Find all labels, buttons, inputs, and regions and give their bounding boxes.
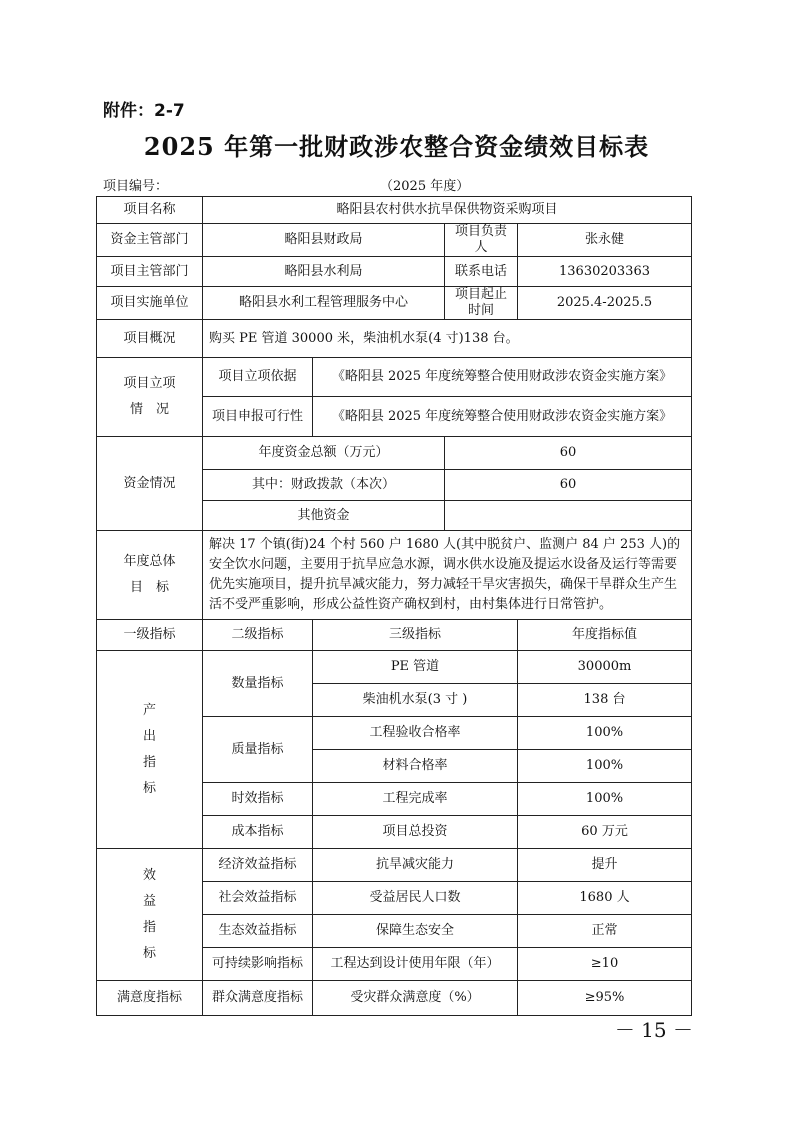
table-row: [97, 320, 692, 358]
approval-basis-value: 《略阳县 2025 年度统筹整合使用财政涉农资金实施方案》: [313, 358, 692, 397]
phone-value: 13630203363: [518, 257, 692, 287]
cell-label: 受益居民人口数: [313, 882, 518, 915]
satisfaction-label: 满意度指标: [97, 981, 203, 1016]
table-row: [97, 531, 692, 620]
funds-total-value: 60: [445, 437, 692, 470]
goal-text: 解决 17 个镇(街)24 个村 560 户 1680 人(其中脱贫户、监测户 84 户 253 人)的安全饮水问题，主要用于抗旱应急水源，调水供水设施及提运水设备及运行等需要优先实施项目，提升抗旱减灾能力，努力减轻干旱灾害损失，确保干旱群众生产生活不受严重影响，形成公益性资产确权到村，由村集体进行日常管护。: [203, 531, 692, 620]
year-label: （2025 年度）: [380, 179, 470, 194]
impl-unit-value: 略阳县水利工程管理服务中心: [203, 287, 445, 320]
fund-dept-value: 略阳县财政局: [203, 224, 445, 257]
indicator-value: 正常: [518, 915, 692, 948]
approval-feasibility-value: 《略阳县 2025 年度统筹整合使用财政涉农资金实施方案》: [313, 397, 692, 437]
table-header-row: [97, 620, 692, 651]
benefit-label: 效 益 指 标: [97, 849, 203, 981]
indicator-value: 提升: [518, 849, 692, 882]
indicator-value: 30000m: [518, 651, 692, 684]
goal-label: 年度总体 目 标: [97, 531, 203, 620]
cell-label: 项目总投资: [313, 816, 518, 849]
cell-label: 经济效益指标: [203, 849, 313, 882]
funds-fiscal-value: 60: [445, 470, 692, 501]
proj-dept-value: 略阳县水利局: [203, 257, 445, 287]
cell-label: 工程验收合格率: [313, 717, 518, 750]
approval-label: 项目立项 情 况: [97, 358, 203, 437]
period-value: 2025.4-2025.5: [518, 287, 692, 320]
attachment-label: 附件：2-7: [103, 101, 185, 121]
header-cell: 三级指标: [313, 620, 518, 651]
cell-label: 成本指标: [203, 816, 313, 849]
cell-label: 项目起止时间: [445, 287, 518, 320]
indicator-value: 1680 人: [518, 882, 692, 915]
cell-label: 项目实施单位: [97, 287, 203, 320]
table-row: [97, 197, 692, 224]
indicator-value: 138 台: [518, 684, 692, 717]
indicator-value: 60 万元: [518, 816, 692, 849]
cell-label: 社会效益指标: [203, 882, 313, 915]
table-row: [97, 358, 692, 397]
project-number-label: 项目编号：: [103, 179, 169, 194]
cell-label: 项目负责人: [445, 224, 518, 257]
indicator-value: ≥10: [518, 948, 692, 981]
cell-label: 工程完成率: [313, 783, 518, 816]
table-row: [97, 437, 692, 470]
project-name-value: 略阳县农村供水抗旱保供物资采购项目: [203, 197, 692, 224]
indicator-value: 100%: [518, 783, 692, 816]
table-row: [97, 287, 692, 320]
cell-label: 资金主管部门: [97, 224, 203, 257]
table-row: [97, 849, 692, 882]
cell-label: PE 管道: [313, 651, 518, 684]
table-row: [97, 651, 692, 684]
table-row: [97, 224, 692, 257]
table-row: [97, 981, 692, 1016]
indicator-value: 100%: [518, 717, 692, 750]
table-row: [97, 257, 692, 287]
header-cell: 一级指标: [97, 620, 203, 651]
cell-label: 保障生态安全: [313, 915, 518, 948]
cell-label: 生态效益指标: [203, 915, 313, 948]
funds-other-value: [445, 501, 692, 531]
cell-label: 项目主管部门: [97, 257, 203, 287]
cell-label: 工程达到设计使用年限（年）: [313, 948, 518, 981]
cell-label: 年度资金总额（万元）: [203, 437, 445, 470]
cell-label: 时效指标: [203, 783, 313, 816]
overview-value: 购买 PE 管道 30000 米，柴油机水泵(4 寸)138 台。: [203, 320, 692, 358]
cell-label: 项目名称: [97, 197, 203, 224]
output-label: 产 出 指 标: [97, 651, 203, 849]
header-cell: 年度指标值: [518, 620, 692, 651]
cell-label: 其他资金: [203, 501, 445, 531]
cell-label: 联系电话: [445, 257, 518, 287]
cell-label: 项目概况: [97, 320, 203, 358]
cell-label: 受灾群众满意度（%）: [313, 981, 518, 1016]
cell-label: 群众满意度指标: [203, 981, 313, 1016]
header-cell: 二级指标: [203, 620, 313, 651]
cell-label: 柴油机水泵(3 寸 ): [313, 684, 518, 717]
leader-value: 张永健: [518, 224, 692, 257]
page-number: － 15 －: [614, 1018, 693, 1042]
cell-label: 材料合格率: [313, 750, 518, 783]
funds-label: 资金情况: [97, 437, 203, 531]
indicator-value: 100%: [518, 750, 692, 783]
indicator-value: ≥95%: [518, 981, 692, 1016]
cell-label: 质量指标: [203, 717, 313, 783]
performance-target-table: [96, 196, 692, 1016]
cell-label: 抗旱减灾能力: [313, 849, 518, 882]
cell-label: 数量指标: [203, 651, 313, 717]
cell-label: 其中：财政拨款（本次）: [203, 470, 445, 501]
cell-label: 项目申报可行性: [203, 397, 313, 437]
page-title: 2025 年第一批财政涉农整合资金绩效目标表: [143, 132, 650, 161]
cell-label: 可持续影响指标: [203, 948, 313, 981]
cell-label: 项目立项依据: [203, 358, 313, 397]
